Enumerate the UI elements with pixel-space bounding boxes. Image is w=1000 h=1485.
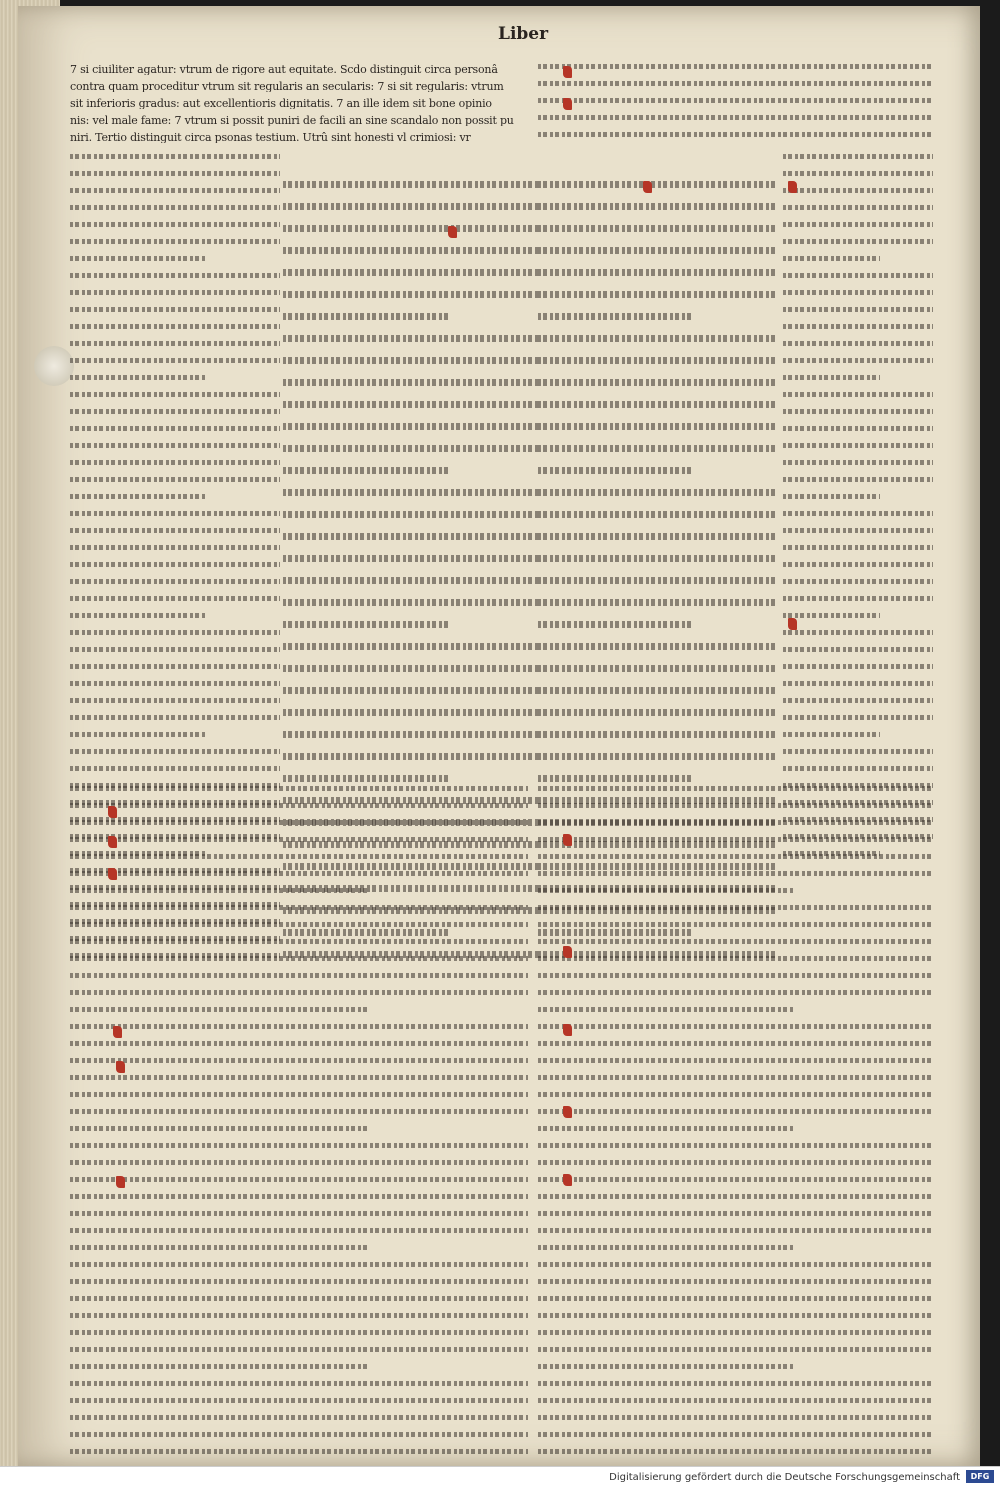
print-line-texture	[70, 630, 280, 635]
print-line-texture	[283, 225, 538, 232]
rubric-mark-icon	[108, 868, 117, 880]
print-line-texture	[538, 291, 778, 298]
text-line: sit inferioris gradus: aut excellentioris dignitatis. 7 an ille idem sit bone opinio	[70, 98, 492, 109]
print-line-texture	[538, 803, 933, 808]
print-line-texture	[283, 643, 538, 650]
print-line-texture	[783, 630, 933, 635]
print-line-texture	[70, 205, 280, 210]
print-line-texture	[283, 445, 538, 452]
print-line-texture	[538, 225, 778, 232]
print-line-texture	[70, 681, 280, 686]
print-line-texture	[70, 188, 280, 193]
print-line-texture	[783, 358, 933, 363]
print-line-texture	[538, 837, 933, 842]
print-line-texture	[538, 1347, 933, 1352]
print-line-texture	[70, 1228, 528, 1233]
print-line-texture	[783, 188, 933, 193]
print-line-texture	[70, 1024, 528, 1029]
print-line-texture	[783, 341, 933, 346]
print-line-texture	[538, 1296, 933, 1301]
print-line-texture	[70, 1007, 368, 1012]
print-line-texture	[70, 1160, 528, 1165]
print-line-texture	[538, 871, 933, 876]
print-line-texture	[538, 1279, 933, 1284]
print-line-texture	[70, 1177, 528, 1182]
funding-credit: Digitalisierung gefördert durch die Deutsche Forschungsgemeinschaft	[609, 1472, 960, 1483]
print-line-texture	[283, 665, 538, 672]
print-line-texture	[70, 1347, 528, 1352]
print-line-texture	[283, 181, 538, 188]
print-line-texture	[538, 1194, 933, 1199]
print-line-texture	[283, 203, 538, 210]
print-line-texture	[538, 1160, 933, 1165]
print-line-texture	[538, 1364, 795, 1369]
print-line-texture	[70, 698, 280, 703]
print-line-texture	[783, 477, 933, 482]
print-line-texture	[538, 81, 933, 86]
print-line-texture	[538, 888, 795, 893]
rubric-mark-icon	[563, 66, 572, 78]
print-line-texture	[283, 555, 538, 562]
print-line-texture	[283, 401, 538, 408]
print-line-texture	[538, 1313, 933, 1318]
print-line-texture	[538, 1415, 933, 1420]
print-line-texture	[783, 205, 933, 210]
print-line-texture	[70, 647, 280, 652]
print-line-texture	[783, 392, 933, 397]
print-line-texture	[538, 841, 778, 848]
print-line-texture	[538, 357, 778, 364]
print-line-texture	[783, 409, 933, 414]
print-line-texture	[538, 820, 933, 825]
print-line-texture	[70, 1279, 528, 1284]
print-line-texture	[70, 1143, 528, 1148]
print-line-texture	[70, 854, 528, 859]
print-line-texture	[538, 445, 778, 452]
print-line-texture	[70, 222, 280, 227]
print-line-texture	[70, 1211, 528, 1216]
rubric-mark-icon	[788, 181, 797, 193]
print-line-texture	[283, 577, 538, 584]
print-line-texture	[283, 533, 538, 540]
print-line-texture	[783, 324, 933, 329]
dfg-logo-icon: DFG	[966, 1470, 994, 1483]
rubric-mark-icon	[643, 181, 652, 193]
print-line-texture	[783, 681, 933, 686]
print-line-texture	[70, 341, 280, 346]
print-line-texture	[70, 392, 280, 397]
print-line-texture	[283, 423, 538, 430]
print-line-texture	[70, 426, 280, 431]
print-line-texture	[70, 749, 280, 754]
print-line-texture	[70, 443, 280, 448]
print-line-texture	[70, 871, 528, 876]
print-line-texture	[70, 888, 368, 893]
print-line-texture	[70, 1092, 528, 1097]
print-line-texture	[70, 375, 206, 380]
print-line-texture	[70, 956, 528, 961]
print-line-texture	[70, 477, 280, 482]
print-line-texture	[538, 709, 778, 716]
print-line-texture	[538, 775, 694, 782]
print-line-texture	[283, 291, 538, 298]
print-line-texture	[283, 379, 538, 386]
print-line-texture	[538, 1075, 933, 1080]
print-line-texture	[70, 1330, 528, 1335]
print-line-texture	[70, 820, 528, 825]
print-line-texture	[783, 375, 880, 380]
print-line-texture	[783, 545, 933, 550]
print-line-texture	[783, 511, 933, 516]
print-line-texture	[538, 269, 778, 276]
print-line-texture	[70, 1381, 528, 1386]
print-line-texture	[783, 766, 933, 771]
print-line-texture	[70, 273, 280, 278]
print-line-texture	[538, 687, 778, 694]
print-line-texture	[70, 837, 528, 842]
print-line-texture	[70, 1126, 368, 1131]
print-line-texture	[538, 203, 778, 210]
print-line-texture	[70, 1296, 528, 1301]
print-line-texture	[783, 443, 933, 448]
print-line-texture	[70, 1109, 528, 1114]
print-line-texture	[538, 489, 778, 496]
print-line-texture	[70, 905, 528, 910]
print-line-texture	[70, 1313, 528, 1318]
print-line-texture	[70, 1398, 528, 1403]
print-line-texture	[70, 1262, 528, 1267]
rubric-mark-icon	[563, 98, 572, 110]
print-line-texture	[538, 1109, 933, 1114]
print-line-texture	[70, 664, 280, 669]
print-line-texture	[538, 753, 778, 760]
print-line-texture	[538, 643, 778, 650]
print-line-texture	[538, 511, 778, 518]
print-line-texture	[283, 247, 538, 254]
print-line-texture	[538, 990, 933, 995]
print-line-texture	[538, 1143, 933, 1148]
page-text	[18, 6, 980, 1466]
print-line-texture	[283, 621, 449, 628]
print-line-texture	[283, 775, 449, 782]
text-line: niri. Tertio distinguit circa psonas testium. Utrû sint honesti vl crimiosi: vr	[70, 132, 471, 143]
print-line-texture	[283, 511, 538, 518]
print-line-texture	[70, 154, 280, 159]
print-line-texture	[70, 715, 280, 720]
print-line-texture	[538, 731, 778, 738]
footer-bar	[0, 1466, 1000, 1485]
print-line-texture	[538, 313, 694, 320]
print-line-texture	[70, 494, 206, 499]
print-line-texture	[783, 579, 933, 584]
print-line-texture	[70, 562, 280, 567]
print-line-texture	[538, 115, 933, 120]
print-line-texture	[70, 596, 280, 601]
print-line-texture	[283, 269, 538, 276]
print-line-texture	[783, 460, 933, 465]
print-line-texture	[538, 132, 933, 137]
print-line-texture	[783, 494, 880, 499]
print-line-texture	[538, 665, 778, 672]
print-line-texture	[70, 732, 206, 737]
print-line-texture	[70, 613, 206, 618]
print-line-texture	[70, 1245, 368, 1250]
print-line-texture	[70, 239, 280, 244]
print-line-texture	[283, 687, 538, 694]
print-line-texture	[70, 939, 528, 944]
print-line-texture	[783, 749, 933, 754]
print-line-texture	[538, 335, 778, 342]
print-line-texture	[538, 922, 933, 927]
rubric-mark-icon	[116, 1061, 125, 1073]
rubric-mark-icon	[113, 1026, 122, 1038]
text-line: contra quam proceditur vtrum sit regularis an secularis: 7 si sit regularis: vtrum	[70, 81, 504, 92]
print-line-texture	[283, 929, 449, 936]
print-line-texture	[538, 1058, 933, 1063]
running-head: Liber	[498, 24, 549, 44]
print-line-texture	[538, 1092, 933, 1097]
text-line: nis: vel male fame: 7 vtrum si possit puniri de facili an sine scandalo non possit pu	[70, 115, 514, 126]
print-line-texture	[70, 1449, 528, 1454]
print-line-texture	[70, 290, 280, 295]
print-line-texture	[783, 290, 933, 295]
print-line-texture	[538, 98, 933, 103]
print-line-texture	[538, 1211, 933, 1216]
print-line-texture	[538, 467, 694, 474]
print-line-texture	[70, 922, 528, 927]
print-line-texture	[70, 307, 280, 312]
rubric-mark-icon	[563, 1024, 572, 1036]
print-line-texture	[70, 358, 280, 363]
print-line-texture	[538, 1449, 933, 1454]
print-line-texture	[538, 1228, 933, 1233]
print-line-texture	[783, 596, 933, 601]
print-line-texture	[538, 401, 778, 408]
print-line-texture	[538, 247, 778, 254]
rubric-mark-icon	[108, 806, 117, 818]
text-line: 7 si ciuiliter agatur: vtrum de rigore aut equitate. Scdo distinguit circa personâ	[70, 64, 498, 75]
print-line-texture	[70, 171, 280, 176]
print-line-texture	[538, 1126, 795, 1131]
print-line-texture	[283, 357, 538, 364]
rubric-mark-icon	[563, 834, 572, 846]
print-line-texture	[538, 1177, 933, 1182]
print-line-texture	[783, 222, 933, 227]
print-line-texture	[70, 511, 280, 516]
print-line-texture	[70, 409, 280, 414]
print-line-texture	[783, 256, 880, 261]
print-line-texture	[783, 732, 880, 737]
print-line-texture	[70, 766, 280, 771]
print-line-texture	[538, 1245, 795, 1250]
print-line-texture	[538, 905, 933, 910]
print-line-texture	[783, 715, 933, 720]
print-line-texture	[70, 1415, 528, 1420]
print-line-texture	[70, 1041, 528, 1046]
print-line-texture	[70, 973, 528, 978]
print-line-texture	[70, 460, 280, 465]
print-line-texture	[538, 1330, 933, 1335]
print-line-texture	[538, 181, 778, 188]
print-line-texture	[70, 803, 528, 808]
print-line-texture	[538, 1041, 933, 1046]
print-line-texture	[538, 379, 778, 386]
print-line-texture	[70, 256, 206, 261]
rubric-mark-icon	[116, 1176, 125, 1188]
print-line-texture	[283, 753, 538, 760]
print-line-texture	[70, 579, 280, 584]
print-line-texture	[538, 533, 778, 540]
print-line-texture	[538, 423, 778, 430]
print-line-texture	[783, 307, 933, 312]
print-line-texture	[70, 324, 280, 329]
print-line-texture	[538, 1432, 933, 1437]
print-line-texture	[538, 1262, 933, 1267]
print-line-texture	[538, 555, 778, 562]
rubric-mark-icon	[108, 836, 117, 848]
print-line-texture	[783, 239, 933, 244]
print-line-texture	[783, 426, 933, 431]
print-line-texture	[538, 599, 778, 606]
print-line-texture	[538, 939, 933, 944]
print-line-texture	[70, 1075, 528, 1080]
print-line-texture	[538, 577, 778, 584]
print-line-texture	[70, 545, 280, 550]
print-line-texture	[70, 786, 528, 791]
print-line-texture	[783, 647, 933, 652]
print-line-texture	[538, 1024, 933, 1029]
print-line-texture	[783, 273, 933, 278]
print-line-texture	[538, 1398, 933, 1403]
print-line-texture	[783, 171, 933, 176]
print-line-texture	[283, 467, 449, 474]
print-line-texture	[283, 731, 538, 738]
book-page	[18, 6, 980, 1466]
print-line-texture	[538, 929, 694, 936]
print-line-texture	[783, 698, 933, 703]
rubric-mark-icon	[788, 618, 797, 630]
print-line-texture	[538, 854, 933, 859]
print-line-texture	[538, 1007, 795, 1012]
print-line-texture	[283, 841, 538, 848]
print-line-texture	[538, 64, 933, 69]
print-line-texture	[283, 709, 538, 716]
print-line-texture	[70, 1364, 368, 1369]
print-line-texture	[538, 621, 694, 628]
print-line-texture	[70, 990, 528, 995]
rubric-mark-icon	[563, 946, 572, 958]
print-line-texture	[783, 664, 933, 669]
print-line-texture	[538, 786, 933, 791]
print-line-texture	[783, 562, 933, 567]
print-line-texture	[70, 528, 280, 533]
print-line-texture	[538, 863, 778, 870]
print-line-texture	[783, 528, 933, 533]
print-line-texture	[283, 863, 538, 870]
print-line-texture	[538, 1381, 933, 1386]
print-line-texture	[283, 335, 538, 342]
print-line-texture	[70, 1432, 528, 1437]
print-line-texture	[783, 613, 880, 618]
print-line-texture	[283, 313, 449, 320]
print-line-texture	[783, 154, 933, 159]
print-line-texture	[283, 489, 538, 496]
rubric-mark-icon	[563, 1174, 572, 1186]
rubric-mark-icon	[448, 226, 457, 238]
print-line-texture	[70, 1058, 528, 1063]
print-line-texture	[538, 973, 933, 978]
rubric-mark-icon	[563, 1106, 572, 1118]
print-line-texture	[70, 1194, 528, 1199]
print-line-texture	[538, 956, 933, 961]
print-line-texture	[283, 599, 538, 606]
